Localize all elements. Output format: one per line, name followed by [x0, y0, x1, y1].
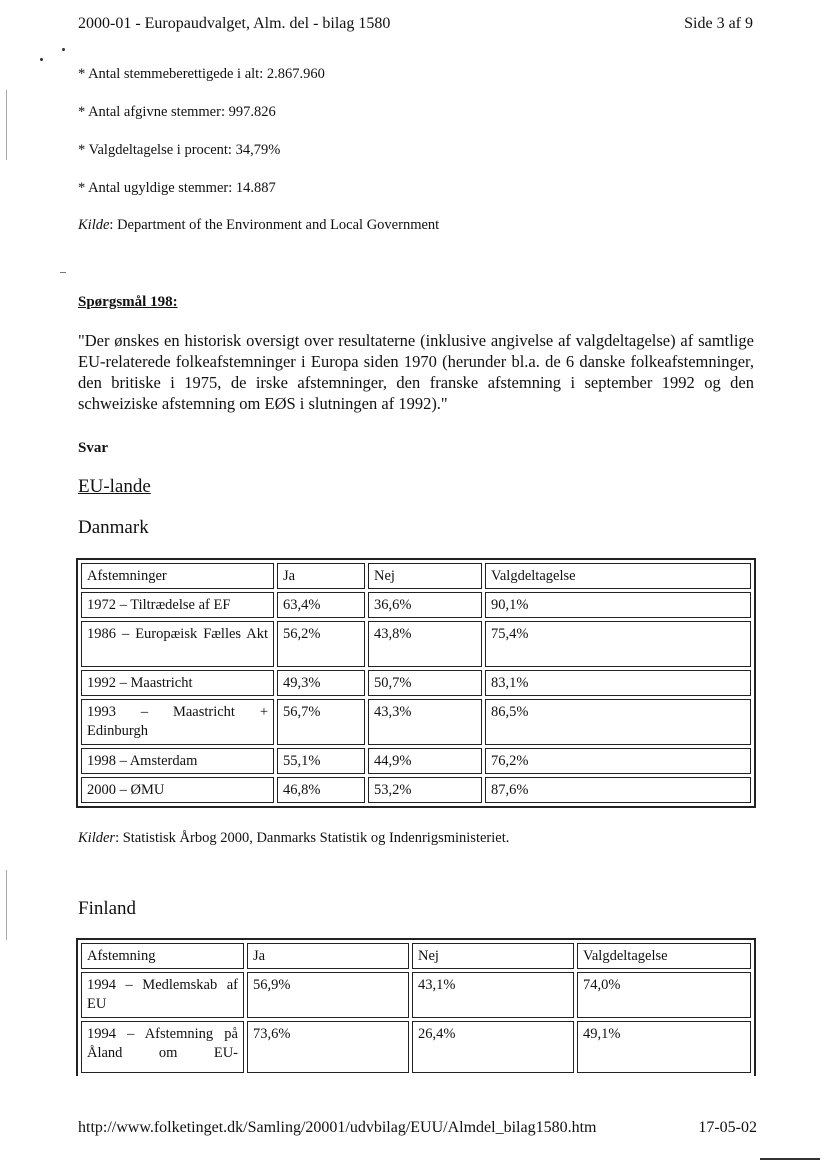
- table-cell: 43,8%: [368, 621, 482, 667]
- fact-item: * Valgdeltagelse i procent: 34,79%: [78, 142, 281, 158]
- source-label: Kilde: [78, 217, 110, 233]
- table-row: [81, 972, 751, 1018]
- page-indicator: Side 3 af 9: [684, 15, 753, 32]
- scan-margin-line: [6, 870, 7, 940]
- table-cell: 1998 – Amsterdam: [81, 748, 274, 774]
- table-cell: 73,6%: [247, 1021, 409, 1073]
- table-row: [81, 621, 751, 667]
- answer-heading: Svar: [78, 440, 108, 456]
- header-cell: Nej: [412, 943, 574, 969]
- table-cell: 1994 – Medlemskab af EU: [81, 972, 244, 1018]
- scan-margin-line: [6, 90, 7, 160]
- table-cell: 26,4%: [412, 1021, 574, 1073]
- table-cell: 1986 – Europæisk Fælles Akt: [81, 621, 274, 667]
- table-cell: 86,5%: [485, 699, 751, 745]
- table-cell: 56,7%: [277, 699, 365, 745]
- document-title: 2000-01 - Europaudvalget, Alm. del - bilag 1580: [78, 15, 391, 32]
- header-cell: Nej: [368, 563, 482, 589]
- table-cell: 1994 – Afstemning på Åland om EU-: [81, 1021, 244, 1073]
- table-cell: 43,1%: [412, 972, 574, 1018]
- header-cell: Ja: [247, 943, 409, 969]
- fact-item: * Antal ugyldige stemmer: 14.887: [78, 180, 276, 196]
- table-cell: 63,4%: [277, 592, 365, 618]
- scan-speck: [62, 48, 65, 51]
- table-cell: 1993 – Maastricht + Edinburgh: [81, 699, 274, 745]
- table-cell: 74,0%: [577, 972, 751, 1018]
- header-cell: Valgdeltagelse: [577, 943, 751, 969]
- section-heading: EU-lande: [78, 476, 151, 497]
- footer-url: http://www.folketinget.dk/Samling/20001/udvbilag/EUU/Almdel_bilag1580.htm: [78, 1119, 597, 1136]
- source-text: : Statistisk Årbog 2000, Danmarks Statistik og Indenrigsministeriet.: [115, 830, 510, 846]
- finland-table: [76, 938, 756, 1078]
- table-row: [81, 670, 751, 696]
- table-row: [81, 699, 751, 745]
- table-cell: 43,3%: [368, 699, 482, 745]
- source-label: Kilder: [78, 830, 116, 846]
- header-cell: Afstemninger: [81, 563, 274, 589]
- fact-item: * Antal stemmeberettigede i alt: 2.867.960: [78, 66, 325, 82]
- fact-item: * Antal afgivne stemmer: 997.826: [78, 104, 276, 120]
- page-break-mask: [70, 1076, 770, 1106]
- table-cell: 44,9%: [368, 748, 482, 774]
- country-heading-finland: Finland: [78, 898, 137, 919]
- table-cell: 46,8%: [277, 777, 365, 803]
- table-header-row: [81, 943, 751, 969]
- scan-speck: [40, 58, 43, 61]
- facts-list: [78, 65, 439, 234]
- footer-date: 17-05-02: [698, 1119, 757, 1136]
- table-cell: 2000 – ØMU: [81, 777, 274, 803]
- source-line: [78, 217, 439, 234]
- table-cell: 36,6%: [368, 592, 482, 618]
- table-header-row: [81, 563, 751, 589]
- question-text: "Der ønskes en historisk oversigt over resultaterne (inklusive angivelse af valgdeltagelse) af samtlige EU-relaterede folkeafstemninger i Europa siden 1970 (herunder bl.a. de 6 danske folkeafstemninger, den britiske i 1975, de irske afstemninger, den franske afstemning i september 1992 og den schweiziske afstemning om EØS i slutningen af 1992).": [78, 331, 754, 413]
- header-cell: Afstemning: [81, 943, 244, 969]
- table-cell: 49,3%: [277, 670, 365, 696]
- table-cell: 56,2%: [277, 621, 365, 667]
- header-cell: Valgdeltagelse: [485, 563, 751, 589]
- header-cell: Ja: [277, 563, 365, 589]
- table-cell: 53,2%: [368, 777, 482, 803]
- scan-speck: [60, 272, 66, 273]
- table-cell: 87,6%: [485, 777, 751, 803]
- scan-speck: [760, 1158, 820, 1160]
- table-cell: 56,9%: [247, 972, 409, 1018]
- table-row: [81, 748, 751, 774]
- table-cell: 49,1%: [577, 1021, 751, 1073]
- table-row: [81, 1021, 751, 1073]
- question-title: Spørgsmål 198:: [78, 294, 178, 310]
- denmark-source: [78, 830, 509, 847]
- table-cell: 50,7%: [368, 670, 482, 696]
- table-row: [81, 592, 751, 618]
- table-row: [81, 777, 751, 803]
- table-cell: 76,2%: [485, 748, 751, 774]
- source-text: : Department of the Environment and Local Government: [109, 217, 440, 233]
- table-cell: 75,4%: [485, 621, 751, 667]
- table-cell: 1972 – Tiltrædelse af EF: [81, 592, 274, 618]
- table-cell: 83,1%: [485, 670, 751, 696]
- denmark-table: [76, 558, 756, 808]
- table-cell: 1992 – Maastricht: [81, 670, 274, 696]
- table-cell: 90,1%: [485, 592, 751, 618]
- table-cell: 55,1%: [277, 748, 365, 774]
- country-heading-denmark: Danmark: [78, 517, 149, 538]
